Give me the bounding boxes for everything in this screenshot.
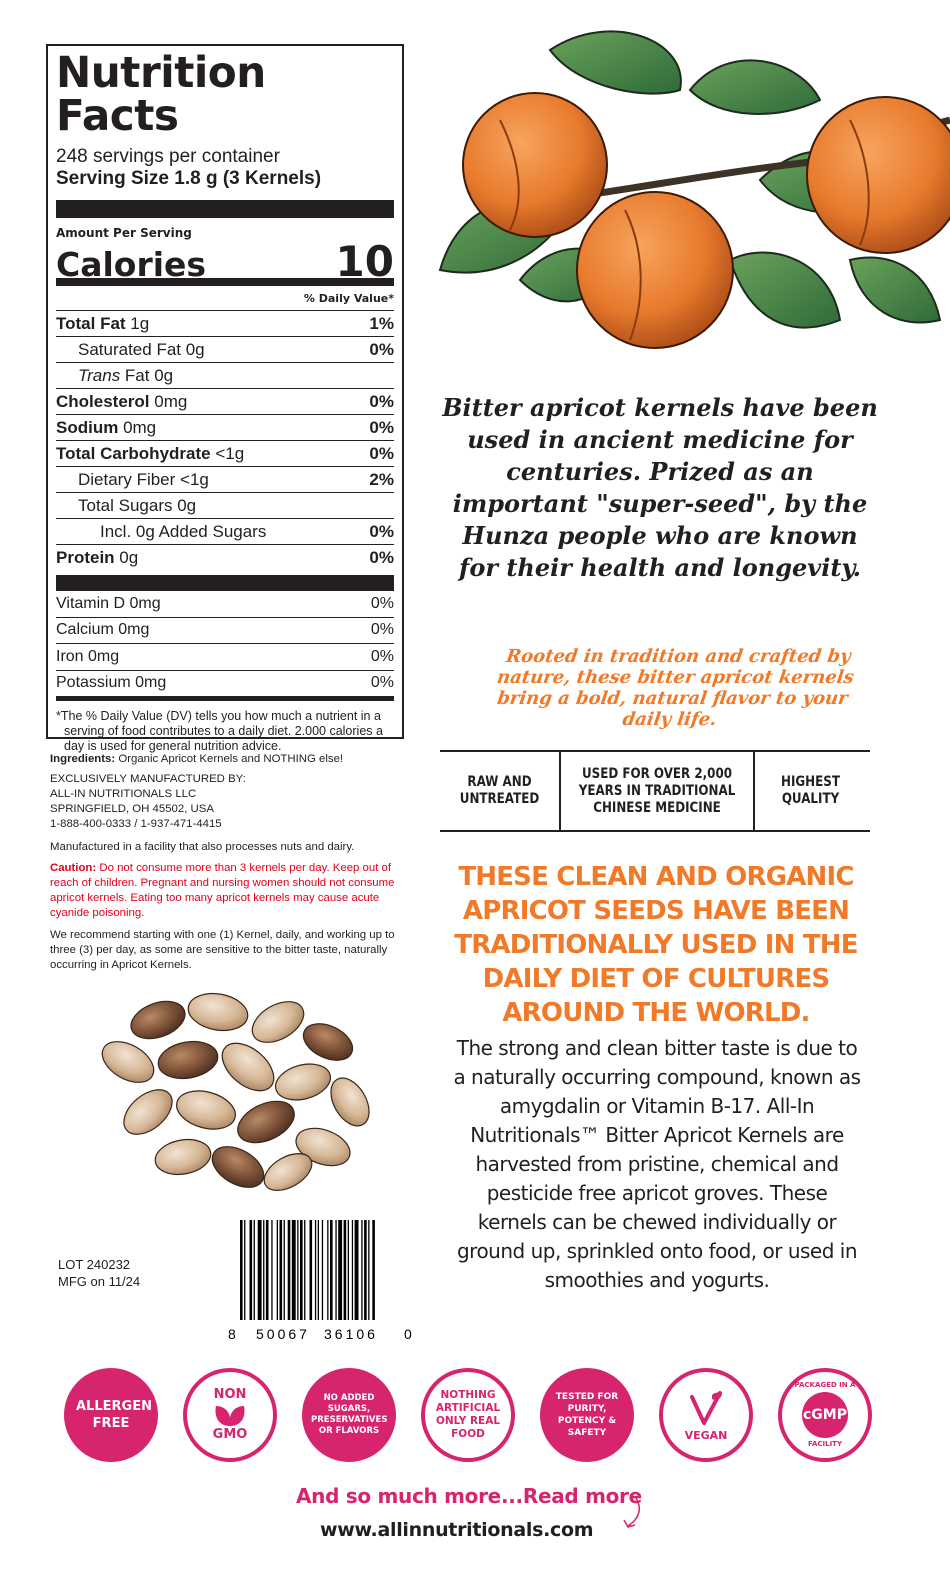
apricot-branch-illustration bbox=[430, 20, 950, 380]
calories-value: 10 bbox=[335, 237, 394, 286]
nutrient-amount: 0mg bbox=[118, 417, 157, 437]
barcode-bar bbox=[335, 1220, 336, 1320]
nutrient-row-saturated-fat bbox=[56, 337, 394, 363]
nutrient-percent: 0% bbox=[369, 339, 394, 359]
barcode-bar bbox=[280, 1220, 283, 1320]
ingredients bbox=[50, 752, 406, 767]
vitamin-row-vitamin-d bbox=[56, 591, 394, 618]
feature-strip bbox=[440, 750, 870, 832]
nutrition-facts-panel bbox=[46, 44, 404, 753]
barcode-digits-left: 50067 bbox=[256, 1326, 310, 1342]
nutrition-title: Nutrition Facts bbox=[56, 48, 266, 141]
nothing-artificial-badge bbox=[421, 1368, 515, 1462]
nutrient-row-total-sugars bbox=[56, 493, 394, 519]
vitamin-percent: 0% bbox=[370, 647, 394, 665]
manufacturer-block bbox=[50, 772, 406, 832]
barcode-bar bbox=[240, 1220, 243, 1320]
main-heading: THESE CLEAN AND ORGANIC APRICOT SEEDS HAVE BEEN TRADITIONALLY USED IN THE DAILY DIET OF CULTURES AROUND THE WORLD. bbox=[454, 862, 858, 1028]
manufacturer-line: ALL-IN NUTRITIONALS LLC bbox=[50, 788, 197, 800]
vitamin-label: Vitamin D 0mg bbox=[56, 594, 161, 612]
barcode-bar bbox=[361, 1220, 362, 1320]
barcode-bar bbox=[284, 1220, 285, 1320]
nutrient-name: Sodium bbox=[56, 417, 119, 437]
no-added-badge bbox=[302, 1368, 396, 1462]
barcode-bar bbox=[277, 1220, 278, 1320]
ingredients-label: Ingredients: bbox=[50, 753, 116, 765]
recommendation-note: We recommend starting with one (1) Kernel, daily, and working up to three (3) per day, as some are sensitive to the bitter taste, naturally occurring in Apricot Kernels. bbox=[50, 929, 395, 971]
barcode-bar bbox=[318, 1220, 319, 1320]
barcode-digits-right: 36106 bbox=[324, 1326, 378, 1342]
badge-label: ALLERGEN FREE bbox=[76, 1399, 152, 1431]
caution-note bbox=[50, 861, 406, 921]
nutrient-percent: 1% bbox=[369, 313, 394, 333]
nutrient-amount: 0g bbox=[114, 548, 139, 567]
cgmp-badge bbox=[778, 1368, 872, 1462]
nutrient-amount: Total Sugars 0g bbox=[78, 495, 197, 515]
barcode-bar bbox=[364, 1220, 367, 1320]
vitamin-percent: 0% bbox=[370, 674, 394, 691]
vitamin-label: Potassium 0mg bbox=[56, 674, 167, 691]
barcode-digit-first: 8 bbox=[228, 1326, 236, 1342]
nutrient-percent: 0% bbox=[369, 548, 394, 567]
nutrient-amount: Saturated Fat 0g bbox=[78, 339, 205, 359]
nutrient-name: Cholesterol bbox=[56, 391, 150, 411]
barcode-digit-last: 0 bbox=[404, 1326, 412, 1342]
nutrient-name: Total Carbohydrate bbox=[56, 443, 211, 463]
daily-value-footnote: *The % Daily Value (DV) tells you how much a nutrient in a serving of food contributes to a daily diet. 2.000 calories a day is used for general nutrition advice. bbox=[56, 708, 383, 753]
vitamin-row-calcium bbox=[56, 618, 394, 645]
feature-tradition: USED FOR OVER 2,000 YEARS IN TRADITIONAL CHINESE MEDICINE bbox=[578, 765, 736, 816]
barcode-bar bbox=[271, 1220, 272, 1320]
lot-info bbox=[58, 1256, 140, 1290]
barcode-bar bbox=[288, 1220, 291, 1320]
servings-per-container: 248 servings per container bbox=[56, 146, 280, 167]
nutrient-amount: 0mg bbox=[149, 391, 188, 411]
nutrient-amount: Dietary Fiber <1g bbox=[78, 469, 209, 489]
manufacturer-line: SPRINGFIELD, OH 45502, USA bbox=[50, 803, 214, 815]
nutrient-percent: 0% bbox=[369, 417, 394, 437]
barcode-bar bbox=[304, 1220, 305, 1320]
badge-label: cGMP bbox=[802, 1392, 848, 1438]
tagline-script: Rooted in tradition and crafted by nature, these bitter apricot kernels bring a bold, natural flavor to your daily life. bbox=[495, 646, 856, 730]
nutrient-row-sodium bbox=[56, 415, 394, 441]
badge-label: VEGAN bbox=[684, 1428, 728, 1442]
amount-per-serving: Amount Per Serving bbox=[56, 226, 192, 240]
nutrient-percent: 2% bbox=[369, 469, 394, 489]
serving-size: Serving Size 1.8 g (3 Kernels) bbox=[56, 168, 322, 189]
vitamin-label: Iron 0mg bbox=[56, 647, 120, 665]
body-description: The strong and clean bitter taste is due to a naturally occurring compound, known as amygdalin or Vitamin B-17. All-In Nutritionals™ Bitter Apricot Kernels are harvested from pristine, chemical and pesticide free apricot groves. These kernels can be chewed individually or ground up, sprinkled onto food, or used in smoothies and yogurts. bbox=[453, 1036, 861, 1292]
ingredients-text: Organic Apricot Kernels and NOTHING else! bbox=[115, 753, 344, 765]
nutrient-amount: 1g bbox=[125, 313, 150, 333]
nutrient-row-cholesterol bbox=[56, 389, 394, 415]
mfg-date: MFG on 11/24 bbox=[58, 1274, 141, 1289]
vitamin-label: Calcium 0mg bbox=[56, 621, 150, 639]
barcode-bar bbox=[330, 1220, 333, 1320]
website-url[interactable]: www.allinnutritionals.com bbox=[320, 1519, 594, 1541]
badge-label: NOTHING ARTIFICIAL ONLY REAL FOOD bbox=[435, 1389, 501, 1440]
allergen-free-badge bbox=[64, 1368, 158, 1462]
barcode-bar bbox=[352, 1220, 353, 1320]
barcode-bar bbox=[315, 1220, 316, 1320]
feature-raw: RAW AND UNTREATED bbox=[459, 774, 540, 807]
leaf-icon bbox=[212, 1402, 248, 1428]
barcode-bar bbox=[300, 1220, 303, 1320]
nutrient-row-total-fat bbox=[56, 311, 394, 337]
nutrient-row-added-sugars bbox=[56, 519, 394, 545]
vitamin-row-potassium bbox=[56, 671, 394, 701]
badge-label: NO ADDED SUGARS, PRESERVATIVES OR FLAVORS bbox=[311, 1393, 388, 1436]
barcode-bar bbox=[344, 1220, 347, 1320]
nutrient-amount: <1g bbox=[210, 443, 245, 463]
barcode bbox=[226, 1218, 416, 1343]
nutrient-percent: 0% bbox=[369, 443, 394, 463]
caution-label: Caution: bbox=[50, 862, 97, 874]
facility-note: Manufactured in a facility that also processes nuts and dairy. bbox=[50, 841, 355, 853]
nutrient-amount: Incl. 0g Added Sugars bbox=[100, 521, 267, 541]
barcode-bar bbox=[250, 1220, 253, 1320]
nutrient-percent: 0% bbox=[369, 391, 394, 411]
barcode-bar bbox=[254, 1220, 255, 1320]
nutrient-row-dietary-fiber bbox=[56, 467, 394, 493]
barcode-bar bbox=[244, 1220, 245, 1320]
barcode-bar bbox=[327, 1220, 328, 1320]
barcode-bar bbox=[355, 1220, 359, 1320]
nutrient-row-total-carbohydrate bbox=[56, 441, 394, 467]
vegan-v-icon bbox=[686, 1389, 726, 1429]
calories-row bbox=[56, 237, 394, 286]
read-more-link[interactable]: And so much more...Read more bbox=[296, 1484, 642, 1508]
barcode-bar bbox=[368, 1220, 369, 1320]
barcode-bar bbox=[297, 1220, 298, 1320]
barcode-bar bbox=[263, 1220, 264, 1320]
barcode-bar bbox=[322, 1220, 323, 1320]
divider-thick bbox=[56, 200, 394, 218]
non-gmo-badge bbox=[183, 1368, 277, 1462]
badge-label: PACKAGED IN A bbox=[794, 1381, 856, 1389]
nutrient-percent: 0% bbox=[369, 521, 394, 541]
calories-label: Calories bbox=[56, 245, 207, 284]
manufacturer-line: 1-888-400-0333 / 1-937-471-4415 bbox=[50, 818, 222, 830]
nutrient-name: Protein bbox=[56, 548, 115, 567]
badge-label: TESTED FOR PURITY, POTENCY & SAFETY bbox=[555, 1392, 619, 1438]
vitamin-percent: 0% bbox=[370, 621, 394, 639]
badge-label: GMO bbox=[212, 1427, 248, 1442]
vegan-badge bbox=[659, 1368, 753, 1462]
badge-label: FACILITY bbox=[807, 1440, 843, 1448]
nutrient-row-trans-fat bbox=[56, 363, 394, 389]
manufacturer-line: EXCLUSIVELY MANUFACTURED BY: bbox=[50, 773, 246, 785]
barcode-bar bbox=[292, 1220, 296, 1320]
curved-arrow-icon bbox=[622, 1496, 644, 1532]
barcode-bar bbox=[372, 1220, 375, 1320]
divider-medium bbox=[56, 575, 394, 591]
hunza-quote: Bitter apricot kernels have been used in ancient medicine for centuries. Prized as an important "super-seed", by the Hunza people who are known for their health and longevity. bbox=[442, 393, 878, 582]
nutrient-amount: Fat 0g bbox=[120, 365, 174, 385]
badges-row bbox=[64, 1368, 874, 1468]
badge-label: NON bbox=[213, 1387, 247, 1402]
vitamin-percent: 0% bbox=[370, 594, 394, 612]
barcode-bar bbox=[266, 1220, 269, 1320]
barcode-bar bbox=[258, 1220, 262, 1320]
daily-value-header: % Daily Value* bbox=[56, 286, 394, 311]
apricot-kernels-image bbox=[88, 982, 388, 1192]
vitamin-row-iron bbox=[56, 644, 394, 671]
caution-text: Do not consume more than 3 kernels per day. Keep out of reach of children. Pregnant and nursing women should not consume apricot kernels. Eating too many apricot kernels may cause acute cyanide poisoning. bbox=[50, 862, 395, 919]
barcode-bar bbox=[310, 1220, 313, 1320]
barcode-bar bbox=[348, 1220, 349, 1320]
tested-badge bbox=[540, 1368, 634, 1462]
feature-quality: HIGHEST QUALITY bbox=[781, 774, 840, 807]
barcode-bar bbox=[338, 1220, 342, 1320]
lot-number: LOT 240232 bbox=[58, 1257, 131, 1272]
nutrient-row-protein bbox=[56, 545, 394, 571]
nutrient-name: Trans bbox=[78, 365, 121, 385]
nutrient-name: Total Fat bbox=[56, 313, 126, 333]
